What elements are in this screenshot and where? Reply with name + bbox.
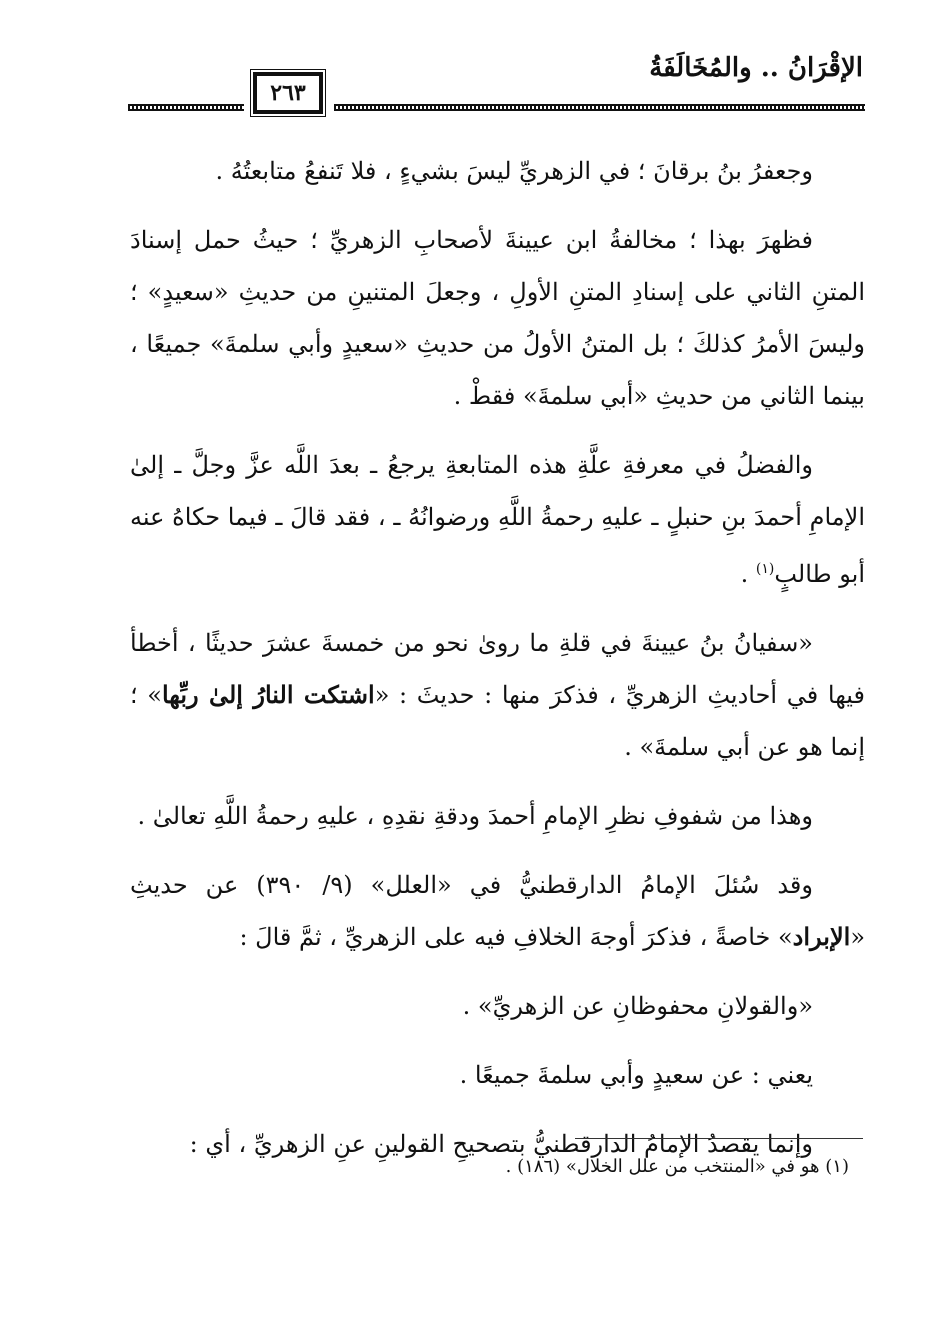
quote-part-a: «سفيانُ بنُ عيينةَ في قلةِ ما روىٰ نحو من خمسةَ عشرَ حديثًا ، أخطأ فيها في أحاديثِ الزهريِّ ، فذكرَ منها : حديثَ : « bbox=[130, 629, 865, 709]
header-rule-left bbox=[128, 104, 244, 111]
paragraph-7-quote: «والقولانِ محفوظانِ عن الزهريِّ» . bbox=[462, 992, 813, 1020]
paragraph-6-b: » خاصةً ، فذكرَ أوجهَ الخلافِ فيه على الزهريِّ ، ثمَّ قالَ : bbox=[239, 923, 793, 951]
hadith-title: اشتكت النارُ إلىٰ ربِّها bbox=[161, 680, 375, 709]
paragraph-9: وإنما يقصدُ الإمامُ الدارقطنيُّ بتصحيحِ القولينِ عنِ الزهريِّ ، أي : bbox=[189, 1130, 813, 1158]
paragraph-8: يعني : عن سعيدٍ وأبي سلمةَ جميعًا . bbox=[459, 1061, 813, 1089]
paragraph-5: وهذا من شفوفِ نظرِ الإمامِ أحمدَ ودقةِ نقدِهِ ، عليهِ رحمةُ اللَّهِ تعالىٰ . bbox=[137, 802, 813, 830]
paragraph-6 bbox=[130, 859, 865, 963]
paragraph-3 bbox=[130, 439, 865, 600]
footnote-ref: (١) bbox=[755, 561, 775, 577]
paragraph-6-a: وقد سُئلَ الإمامُ الدارقطنيُّ في «العلل» (٩/ ٣٩٠) عن حديثِ « bbox=[130, 871, 865, 951]
quote-part-b: » ؛ إنما هو عن أبي سلمةَ» . bbox=[130, 681, 865, 761]
hadith-ibrad: الإبراد bbox=[792, 922, 851, 951]
page-number-text: ٢٦٣ bbox=[270, 80, 306, 106]
paragraph-3-text: والفضلُ في معرفةِ علَّةِ هذه المتابعةِ يرجعُ ـ بعدَ اللَّه عزَّ وجلَّ ـ إلىٰ الإمامِ أحمدَ بنِ حنبلٍ ـ عليهِ رحمةُ اللَّهِ ورضوانُهُ ـ ، فقد قالَ ـ فيما حكاهُ عنه أبو طالبٍ bbox=[130, 451, 865, 588]
paragraph-2: فظهرَ بهذا ؛ مخالفةُ ابن عيينةَ لأصحابِ الزهريِّ ؛ حيثُ حمل إسنادَ المتنِ الثاني على إسنادِ المتنِ الأولِ ، وجعلَ المتنينِ من حديثِ «سعيدٍ» ؛ وليسَ الأمرُ كذلكَ ؛ بل المتنُ الأولُ من حديثِ «سعيدٍ وأبي سلمةَ» جميعًا ، بينما الثاني من حديثِ «أبي سلمةَ» فقطْ . bbox=[130, 226, 865, 410]
page-number bbox=[253, 72, 323, 114]
running-title: الإقْرَانُ .. والمُخَالَفَةُ bbox=[649, 53, 863, 83]
paragraph-1: وجعفرُ بنُ برقانَ ؛ في الزهريِّ ليسَ بشيءٍ ، فلا تَنفعُ متابعتُهُ . bbox=[215, 157, 813, 185]
header-rule-right bbox=[334, 104, 865, 111]
footnote: (١) هو في «المنتخب من علل الخلال» (١٨٦) . bbox=[505, 1156, 849, 1177]
paragraph-3-end: . bbox=[740, 560, 756, 588]
paragraph-4-quote bbox=[130, 617, 865, 773]
footnote-separator bbox=[575, 1138, 863, 1139]
body-text bbox=[130, 145, 865, 1187]
